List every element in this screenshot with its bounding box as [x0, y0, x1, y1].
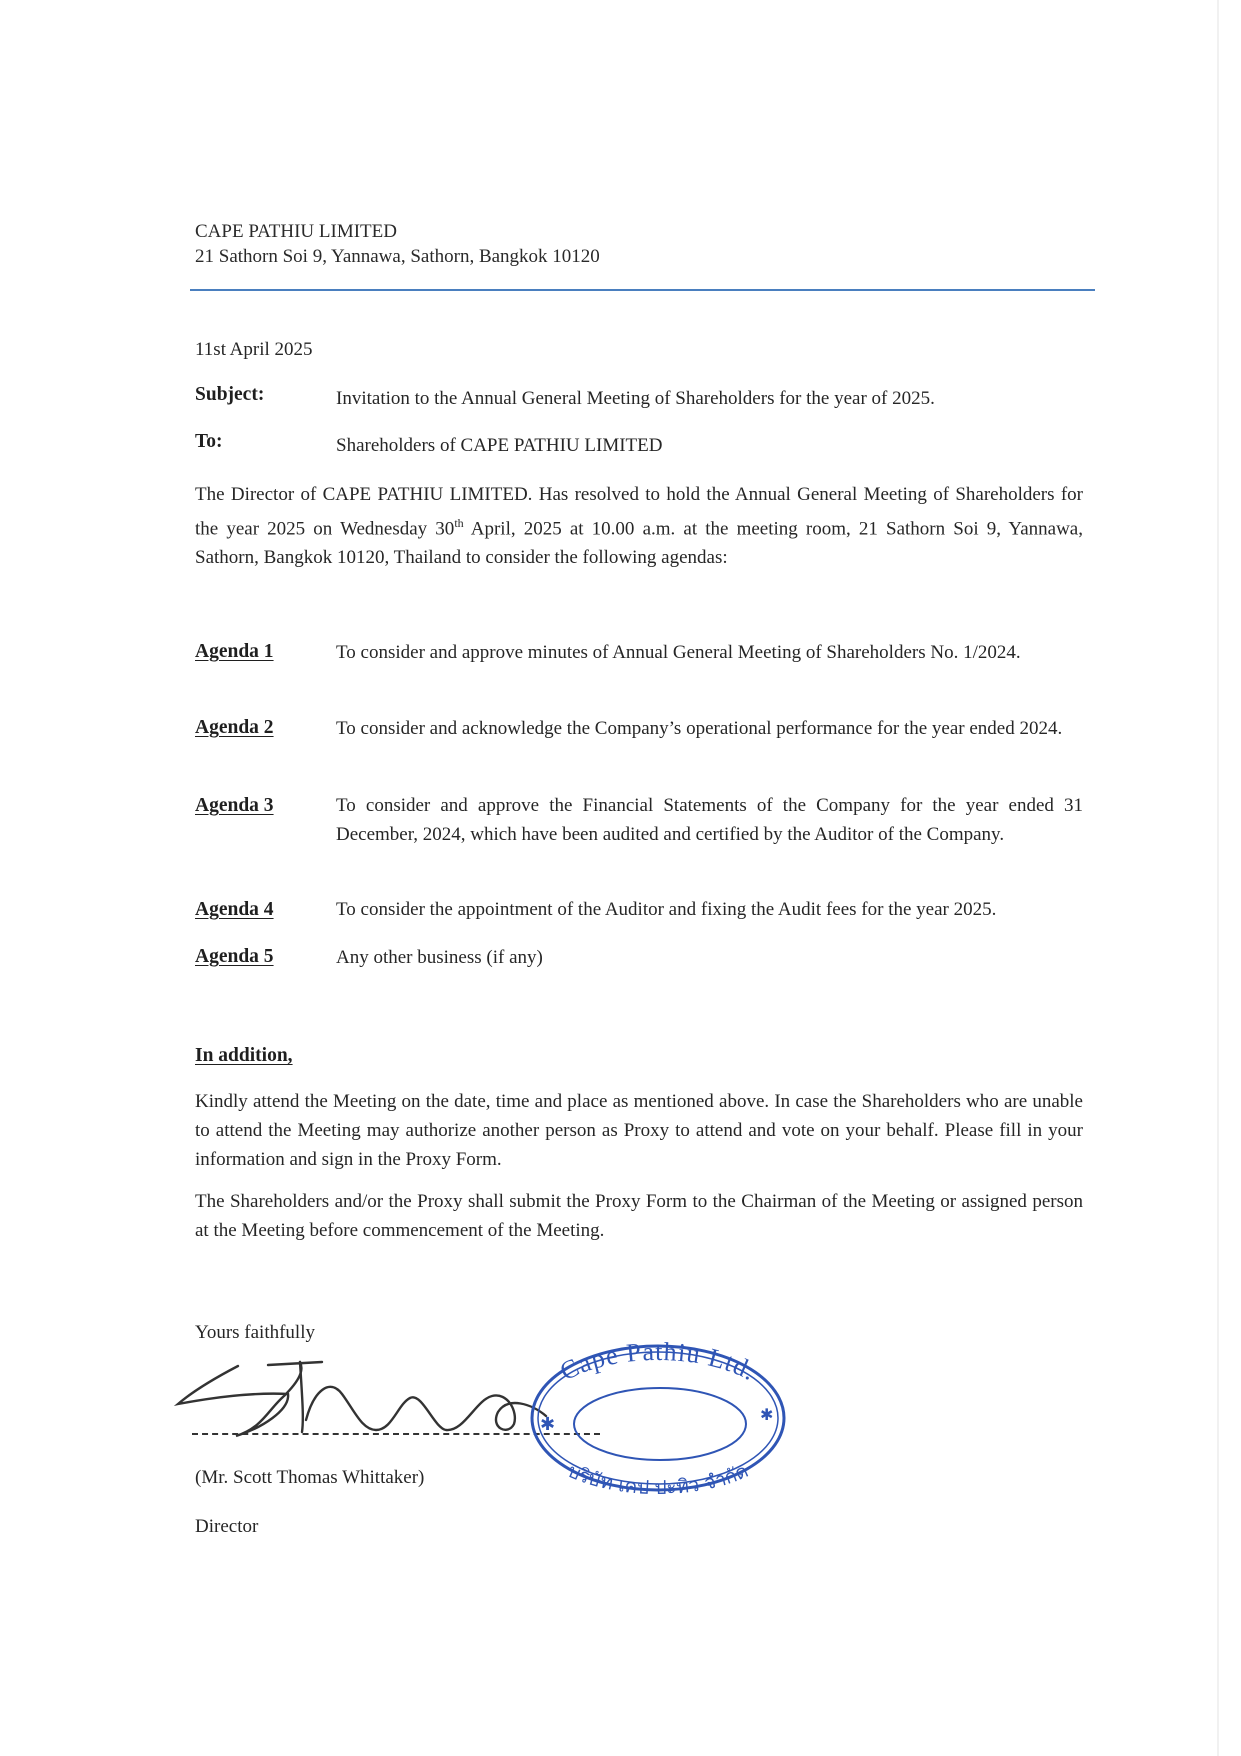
stamp-bottom-text: บริษัท เคป ปะทิว จำกัด: [564, 1459, 752, 1500]
agenda-3-label: Agenda 3: [195, 795, 274, 816]
intro-text-1: The Director of CAPE PATHIU LIMITED. Has resolved to hold the Annual General Meeting of Shareholders for the year 2025 on Wednesday 30: [195, 484, 1083, 540]
stamp-top-text: Cape Pathiu Ltd.: [555, 1336, 762, 1387]
addition-paragraph-2: The Shareholders and/or the Proxy shall submit the Proxy Form to the Chairman of the Meeting or assigned person at the Meeting before commencement of the Meeting.: [195, 1191, 1083, 1241]
agenda-2-text: To consider and acknowledge the Company’s operational performance for the year ended 2024.: [336, 718, 1063, 739]
stamp-star-icon: ✱: [760, 1405, 774, 1424]
subject-label: Subject:: [195, 384, 265, 405]
subject-text: Invitation to the Annual General Meeting of Shareholders for the year of 2025.: [336, 388, 935, 409]
to-text: Shareholders of CAPE PATHIU LIMITED: [336, 435, 663, 456]
agenda-1-text: To consider and approve minutes of Annual General Meeting of Shareholders No. 1/2024.: [336, 642, 1021, 663]
closing-salutation: Yours faithfully: [195, 1322, 315, 1343]
stamp-center-oval: [574, 1388, 746, 1460]
agenda-2-label: Agenda 2: [195, 717, 274, 738]
letter-date: 11st April 2025: [195, 339, 313, 360]
agenda-5-label: Agenda 5: [195, 946, 274, 967]
signatory-name: (Mr. Scott Thomas Whittaker): [195, 1467, 425, 1488]
to-label: To:: [195, 431, 223, 452]
company-name: CAPE PATHIU LIMITED: [195, 221, 397, 242]
addition-paragraph-1: Kindly attend the Meeting on the date, time and place as mentioned above. In case the Shareholders who are unable to attend the Meeting may authorize another person as Proxy to attend and vote on your behalf. Please fill in your information and sign in the Proxy Form.: [195, 1091, 1083, 1170]
intro-text-2: April, 2025 at 10.00 a.m. at the meeting room, 21 Sathorn Soi 9, Yannawa, Sathorn, Bangkok 10120, Thailand to consider the following agendas:: [195, 518, 1083, 569]
agenda-4-text: To consider the appointment of the Auditor and fixing the Audit fees for the year 2025.: [336, 899, 997, 920]
intro-superscript: th: [454, 516, 464, 530]
agenda-5-text: Any other business (if any): [336, 947, 543, 968]
company-address: 21 Sathorn Soi 9, Yannawa, Sathorn, Bangkok 10120: [195, 246, 600, 267]
stamp-star-icon: ✱: [540, 1414, 556, 1435]
addition-heading: In addition,: [195, 1045, 293, 1066]
agenda-1-label: Agenda 1: [195, 641, 274, 662]
agenda-3-text: To consider and approve the Financial Statements of the Company for the year ended 31 December, 2024, which have been audited and certified by the Auditor of the Company.: [336, 795, 1083, 845]
signatory-title: Director: [195, 1516, 259, 1537]
agenda-4-label: Agenda 4: [195, 899, 274, 920]
